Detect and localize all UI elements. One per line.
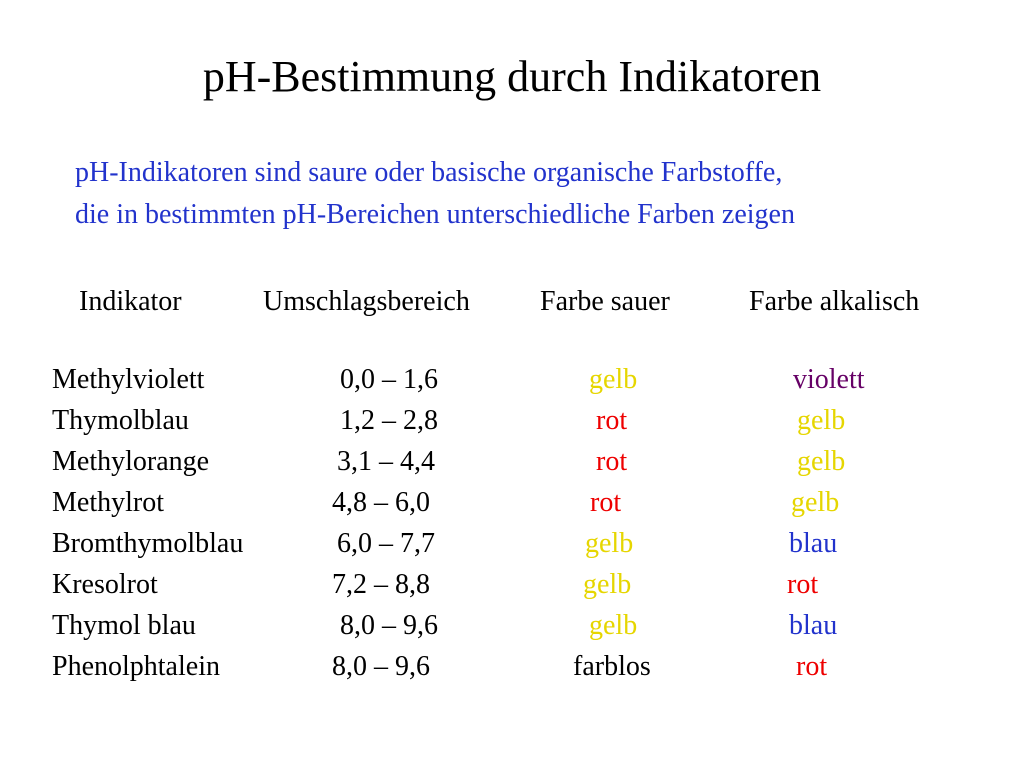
table-row — [0, 442, 1024, 483]
transition-range-cell: 6,0 – 7,7 — [337, 528, 435, 559]
alkaline-color-cell: rot — [796, 651, 828, 682]
alkaline-color-cell: blau — [789, 528, 838, 559]
alkaline-color-cell: blau — [789, 610, 838, 641]
table-row — [0, 360, 1024, 401]
indicator-name-cell: Thymolblau — [52, 405, 189, 436]
intro-line-2: die in bestimmten pH-Bereichen unterschiedliche Farben zeigen — [75, 199, 795, 230]
transition-range-cell: 8,0 – 9,6 — [340, 610, 438, 641]
table-row — [0, 606, 1024, 647]
header-farbe-alkalisch: Farbe alkalisch — [749, 286, 920, 317]
transition-range-cell: 1,2 – 2,8 — [340, 405, 438, 436]
acid-color-cell: rot — [596, 446, 628, 477]
acid-color-cell: rot — [590, 487, 622, 518]
acid-color-cell: gelb — [585, 528, 634, 559]
table-row — [0, 524, 1024, 565]
transition-range-cell: 3,1 – 4,4 — [337, 446, 435, 477]
indicator-name-cell: Kresolrot — [52, 569, 158, 600]
indicator-name-cell: Thymol blau — [52, 610, 196, 641]
header-indikator: Indikator — [79, 286, 182, 317]
intro-line-1: pH-Indikatoren sind saure oder basische organische Farbstoffe, — [75, 157, 783, 188]
alkaline-color-cell: gelb — [791, 487, 840, 518]
alkaline-color-cell: gelb — [797, 405, 846, 436]
intro-text — [75, 152, 795, 236]
header-umschlagsbereich: Umschlagsbereich — [263, 286, 470, 317]
table-row — [0, 647, 1024, 688]
indicator-name-cell: Phenolphtalein — [52, 651, 220, 682]
alkaline-color-cell: rot — [787, 569, 819, 600]
table-row — [0, 401, 1024, 442]
transition-range-cell: 4,8 – 6,0 — [332, 487, 430, 518]
acid-color-cell: gelb — [589, 610, 638, 641]
table-row — [0, 483, 1024, 524]
transition-range-cell: 8,0 – 9,6 — [332, 651, 430, 682]
acid-color-cell: gelb — [589, 364, 638, 395]
indicator-name-cell: Bromthymolblau — [52, 528, 244, 559]
indicator-name-cell: Methylorange — [52, 446, 210, 477]
acid-color-cell: rot — [596, 405, 628, 436]
transition-range-cell: 7,2 – 8,8 — [332, 569, 430, 600]
acid-color-cell: farblos — [573, 651, 651, 682]
indicator-name-cell: Methylrot — [52, 487, 164, 518]
header-farbe-sauer: Farbe sauer — [540, 286, 670, 317]
indicator-name-cell: Methylviolett — [52, 364, 205, 395]
alkaline-color-cell: violett — [793, 364, 865, 395]
transition-range-cell: 0,0 – 1,6 — [340, 364, 438, 395]
slide-title: pH-Bestimmung durch Indikatoren — [202, 52, 822, 101]
alkaline-color-cell: gelb — [797, 446, 846, 477]
table-row — [0, 565, 1024, 606]
acid-color-cell: gelb — [583, 569, 632, 600]
